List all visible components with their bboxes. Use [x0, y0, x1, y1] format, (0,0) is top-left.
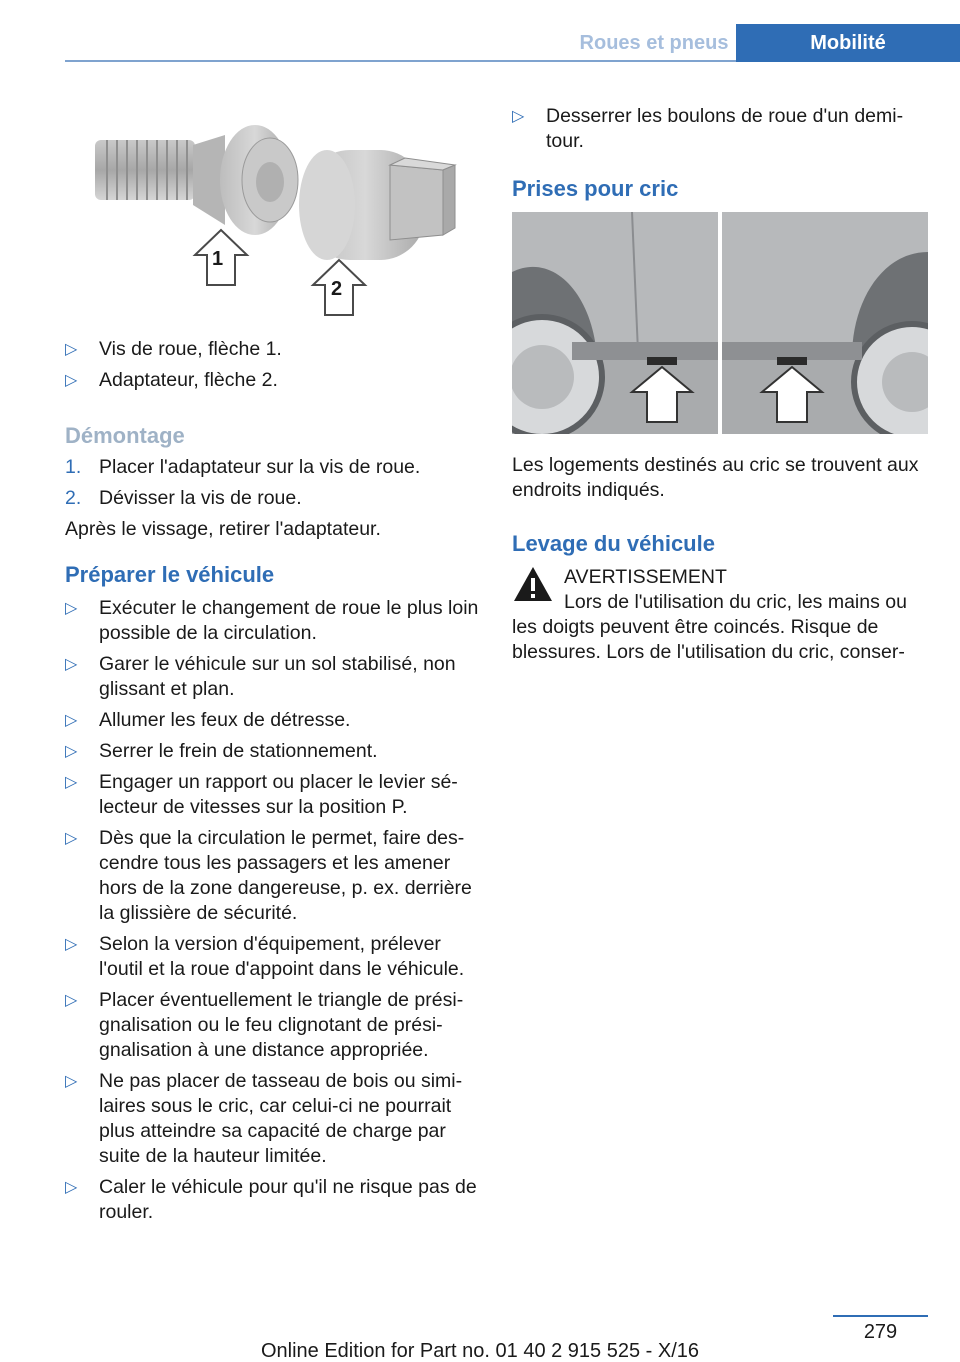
list-item: ▷ Placer éventuellement le triangle de présignalisation ou le feu clignotant de présignalisation à une distance appropriée. [65, 989, 464, 1061]
list-item: ▷ Garer le véhicule sur un sol stabilisé, non glissant et plan. [65, 653, 456, 700]
triangle-right-icon: ▷ [65, 936, 78, 953]
jack-points-illustration [512, 212, 928, 434]
page-number: 279 [833, 1315, 928, 1344]
triangle-right-icon: ▷ [65, 712, 78, 729]
triangle-right-icon: ▷ [65, 774, 78, 791]
jack-points-figure [512, 212, 930, 439]
triangle-right-icon: ▷ [65, 341, 78, 358]
warning-block [512, 565, 930, 665]
warning-line-1: Lors de l'utilisation du cric, les mains ou [564, 591, 907, 613]
list-item: ▷ Dès que la circulation le permet, faire descendre tous les passagers et les amener hors de la zone dangereuse, p. ex. derrière la glissière de sécurité. [65, 827, 472, 924]
jack-points-text: Les logements destinés au cric se trouvent aux endroits indiqués. [512, 454, 919, 501]
after-steps-text: Après le vissage, retirer l'adaptateur. [65, 518, 381, 540]
triangle-right-icon: ▷ [65, 830, 78, 847]
heading-preparer: Préparer le véhicule [65, 562, 275, 587]
parts-list [65, 337, 485, 393]
triangle-right-icon: ▷ [65, 1073, 78, 1090]
edition-footer: Online Edition for Part no. 01 40 2 915 525 - X/16 [260, 1340, 700, 1362]
right-column [512, 104, 930, 665]
triangle-right-icon: ▷ [65, 656, 78, 673]
warning-title: AVERTISSEMENT [564, 566, 727, 588]
list-item: 2. Dévisser la vis de roue. [65, 487, 302, 509]
triangle-right-icon: ▷ [65, 372, 78, 389]
triangle-right-icon: ▷ [65, 992, 78, 1009]
warning-triangle-icon [512, 565, 554, 610]
triangle-right-icon: ▷ [512, 108, 525, 125]
list-item: ▷ Vis de roue, flèche 1. [65, 338, 282, 360]
heading-levage: Levage du véhicule [512, 531, 715, 556]
prep-list [65, 596, 485, 1225]
triangle-right-icon: ▷ [65, 600, 78, 617]
list-item: ▷ Selon la version d'équipement, prélever l'outil et la roue d'appoint dans le véhicule. [65, 933, 465, 980]
wheel-bolt-figure [65, 90, 485, 325]
list-item: ▷ Ne pas placer de tasseau de bois ou similaires sous le cric, car celui-ci ne pourrait plus atteindre sa capacité de charge par suite de la hauteur limitée. [65, 1070, 463, 1167]
list-item: ▷ Exécuter le changement de roue le plus loin possible de la circulation. [65, 597, 479, 644]
list-item: 1. Placer l'adaptateur sur la vis de roue. [65, 456, 421, 478]
figure-label-1: 1 [212, 248, 224, 270]
heading-prises: Prises pour cric [512, 176, 679, 201]
list-item: ▷ Adaptateur, flèche 2. [65, 369, 278, 391]
header-chapter-tab: Mobilité [736, 24, 960, 62]
page-header [65, 24, 960, 62]
triangle-right-icon: ▷ [65, 1179, 78, 1196]
list-item: ▷ Engager un rapport ou placer le levier sélecteur de vitesses sur la position P. [65, 771, 458, 818]
list-item: ▷ Desserrer les boulons de roue d'un demi-tour. [512, 105, 904, 152]
list-item: ▷ Allumer les feux de détresse. [65, 709, 351, 731]
list-item: ▷ Serrer le frein de stationnement. [65, 740, 378, 762]
triangle-right-icon: ▷ [65, 743, 78, 760]
header-section-title: Roues et pneus [579, 32, 729, 54]
figure-label-2: 2 [331, 278, 343, 300]
warning-text: les doigts peuvent être coincés. Risque de blessures. Lors de l'utilisation du cric, conser- [512, 616, 905, 663]
heading-demontage: Démontage [65, 423, 185, 448]
list-item: ▷ Caler le véhicule pour qu'il ne risque pas de rouler. [65, 1176, 477, 1223]
wheel-bolt-illustration [65, 90, 485, 325]
steps-list [65, 455, 485, 511]
left-column [65, 90, 485, 1231]
